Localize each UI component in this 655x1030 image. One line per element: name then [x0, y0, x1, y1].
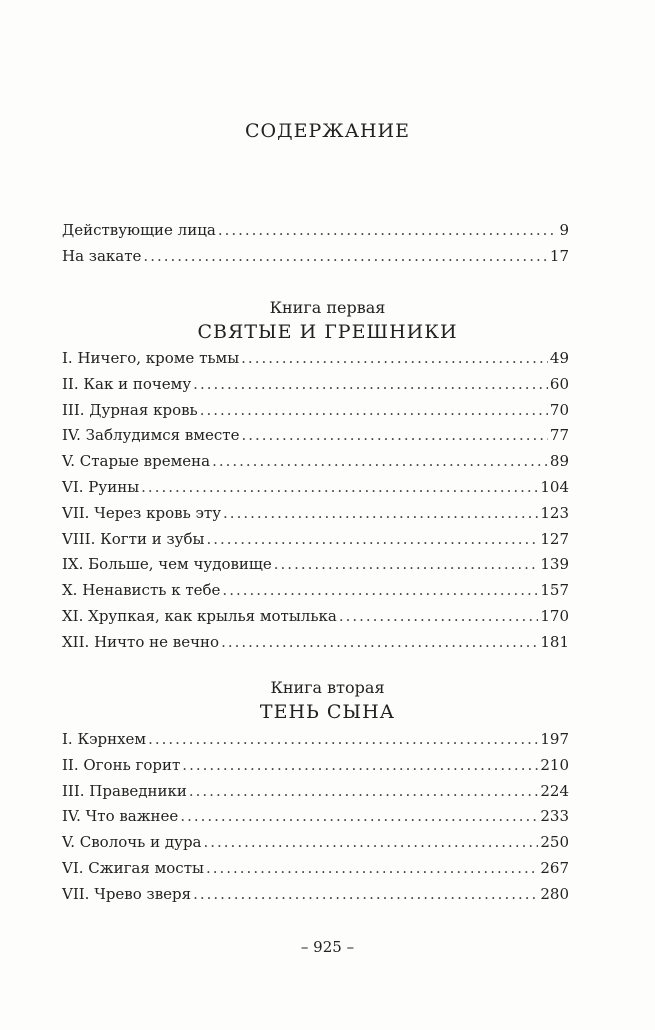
- toc-entry-page: 267: [540, 858, 569, 877]
- toc-entry-label: V. Сволочь и дура: [62, 833, 202, 852]
- dot-leader: [206, 527, 538, 553]
- dot-leader: [182, 753, 538, 779]
- toc-entry: [62, 372, 569, 398]
- dot-leader: [141, 475, 538, 501]
- dot-leader: [203, 830, 538, 856]
- toc-entry-page: 104: [540, 477, 569, 496]
- dot-leader: [206, 856, 538, 882]
- toc-entry-label: III. Дурная кровь: [62, 400, 198, 419]
- toc-entry-label: VI. Сжигая мосты: [62, 858, 204, 877]
- book-subtitle: Книга первая: [269, 298, 386, 317]
- dot-leader: [148, 727, 538, 753]
- toc-entry-page: 170: [540, 606, 569, 625]
- book-title: ТЕНЬ СЫНА: [259, 701, 396, 723]
- toc-book-one-chapters: [62, 346, 569, 656]
- toc-entry-label: VII. Через кровь эту: [62, 503, 222, 522]
- toc-entry-label: II. Огонь горит: [62, 755, 181, 774]
- dot-leader: [218, 218, 558, 244]
- toc-entry-label: IX. Больше, чем чудовище: [62, 555, 272, 574]
- toc-entry: [62, 398, 569, 424]
- toc-entry-page: 70: [549, 400, 569, 419]
- dot-leader: [143, 244, 547, 270]
- toc-entry-page: 197: [540, 730, 569, 748]
- toc-entry-label: IV. Заблудимся вместе: [62, 426, 240, 445]
- toc-entry: [62, 604, 569, 630]
- dot-leader: [274, 552, 539, 578]
- toc-entry: [62, 804, 569, 830]
- dot-leader: [180, 804, 538, 830]
- toc-entry: [62, 244, 569, 270]
- toc-entry: [62, 501, 569, 527]
- book-heading: [0, 677, 655, 725]
- toc-entry-page: 77: [549, 426, 569, 445]
- toc-entry-page: 224: [540, 781, 569, 800]
- toc-entry-label: VI. Руины: [62, 477, 140, 496]
- book-subtitle: Книга вторая: [270, 678, 385, 697]
- toc-entry: [62, 423, 569, 449]
- dot-leader: [223, 501, 538, 527]
- page-number: – 925 –: [300, 938, 355, 956]
- dot-leader: [200, 398, 548, 424]
- toc-entry-page: 17: [549, 246, 569, 265]
- toc-entry-page: 49: [549, 349, 569, 367]
- toc-entry-label: III. Праведники: [62, 781, 187, 800]
- toc-entry: [62, 753, 569, 779]
- toc-entry: [62, 856, 569, 882]
- toc-entry-page: 89: [549, 452, 569, 471]
- toc-entry-page: 250: [540, 833, 569, 852]
- toc-entry-page: 280: [540, 884, 569, 903]
- toc-entry-page: 181: [540, 632, 569, 651]
- toc-entry: [62, 552, 569, 578]
- toc-entry-page: 210: [540, 755, 569, 774]
- toc-entry-label: II. Как и почему: [62, 374, 192, 393]
- toc-front-matter: [62, 218, 569, 270]
- toc-entry-label: I. Ничего, кроме тьмы: [62, 349, 240, 367]
- dot-leader: [339, 604, 539, 630]
- toc-entry-label: IV. Что важнее: [62, 807, 179, 826]
- dot-leader: [222, 578, 538, 604]
- toc-entry: [62, 218, 569, 244]
- toc-entry-label: VIII. Когти и зубы: [62, 529, 205, 548]
- toc-entry-label: I. Кэрнхем: [62, 730, 147, 748]
- toc-entry-label: Действующие лица: [62, 221, 216, 239]
- toc-entry-page: 123: [540, 503, 569, 522]
- toc-entry-page: 60: [549, 374, 569, 393]
- dot-leader: [193, 372, 548, 398]
- dot-leader: [189, 779, 538, 805]
- toc-entry-label: XI. Хрупкая, как крылья мотылька: [62, 606, 337, 625]
- dot-leader: [221, 630, 538, 656]
- toc-entry: [62, 830, 569, 856]
- toc-entry-page: 127: [540, 529, 569, 548]
- toc-entry: [62, 779, 569, 805]
- toc-entry: [62, 630, 569, 656]
- toc-entry: [62, 527, 569, 553]
- toc-entry-page: 157: [540, 581, 569, 600]
- dot-leader: [193, 882, 538, 908]
- dot-leader: [241, 346, 548, 372]
- toc-entry-label: V. Старые времена: [62, 452, 211, 471]
- toc-entry: [62, 449, 569, 475]
- toc-title: СОДЕРЖАНИЕ: [245, 120, 410, 142]
- dot-leader: [212, 449, 548, 475]
- toc-entry-label: На закате: [62, 246, 142, 265]
- toc-entry: [62, 346, 569, 372]
- toc-entry: [62, 578, 569, 604]
- toc-entry: [62, 882, 569, 908]
- toc-entry-page: 233: [540, 807, 569, 826]
- toc-entry-label: X. Ненависть к тебе: [62, 581, 221, 600]
- toc-entry-page: 9: [559, 221, 569, 239]
- book-title: СВЯТЫЕ И ГРЕШНИКИ: [197, 321, 458, 343]
- toc-entry-label: VII. Чрево зверя: [62, 884, 192, 903]
- toc-book-two-chapters: [62, 727, 569, 908]
- book-heading: [0, 297, 655, 345]
- toc-entry-label: XII. Ничто не вечно: [62, 632, 220, 651]
- toc-entry-page: 139: [540, 555, 569, 574]
- toc-entry: [62, 475, 569, 501]
- toc-entry: [62, 727, 569, 753]
- dot-leader: [241, 423, 547, 449]
